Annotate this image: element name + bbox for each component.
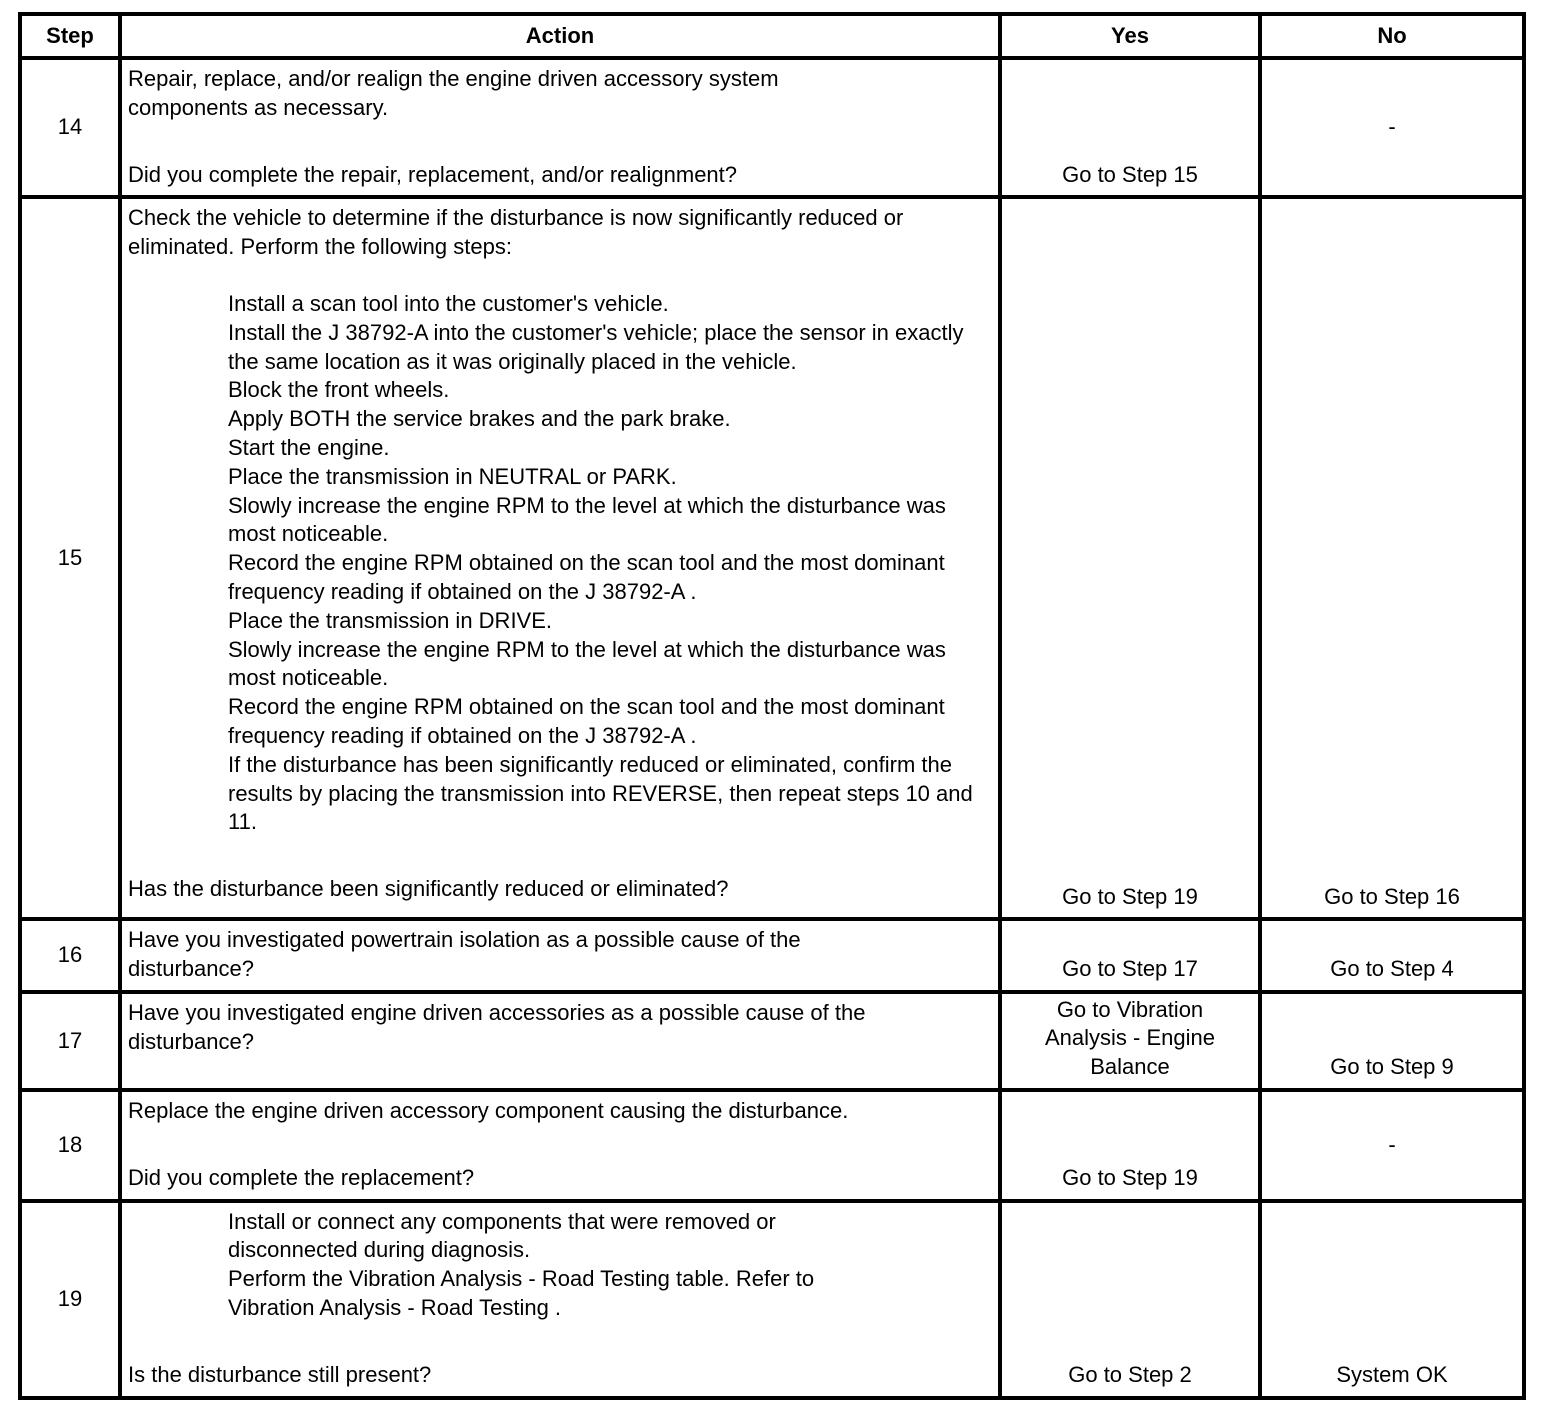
procedure-list bbox=[128, 290, 992, 837]
header-no: No bbox=[1260, 14, 1524, 58]
table-row bbox=[20, 1201, 1524, 1398]
header-yes: Yes bbox=[1000, 14, 1260, 58]
step-number: 14 bbox=[20, 58, 120, 197]
list-item: Slowly increase the engine RPM to the level at which the disturbance was most noticeable. bbox=[228, 636, 946, 691]
list-item: Start the engine. bbox=[228, 434, 390, 460]
step-number: 18 bbox=[20, 1090, 120, 1201]
no-cell: Go to Step 9 bbox=[1260, 992, 1524, 1090]
list-item: Apply BOTH the service brakes and the park brake. bbox=[228, 406, 731, 432]
list-item: Place the transmission in DRIVE. bbox=[228, 607, 553, 633]
header-step: Step bbox=[20, 14, 120, 58]
no-cell: - bbox=[1260, 1090, 1524, 1201]
header-row bbox=[20, 14, 1524, 58]
action-cell bbox=[120, 1201, 1000, 1398]
yes-cell: Go to Vibration Analysis - Engine Balance bbox=[1000, 992, 1260, 1090]
yes-cell: Go to Step 2 bbox=[1000, 1201, 1260, 1398]
yes-cell: Go to Step 15 bbox=[1000, 58, 1260, 197]
table-row bbox=[20, 992, 1524, 1090]
list-item: If the disturbance has been significantly reduced or eliminated, confirm the results by placing the transmission into REVERSE, then repeat steps 10 and 11. bbox=[228, 751, 973, 835]
action-text: Replace the engine driven accessory component causing the disturbance. bbox=[128, 1097, 849, 1123]
action-cell bbox=[120, 58, 1000, 197]
no-cell: - bbox=[1260, 58, 1524, 197]
procedure-list bbox=[128, 1208, 992, 1323]
step-number: 17 bbox=[20, 992, 120, 1090]
action-text: Have you investigated engine driven accessories as a possible cause of the disturbance? bbox=[128, 999, 866, 1054]
list-item: Place the transmission in NEUTRAL or PARK. bbox=[228, 463, 677, 489]
no-cell: Go to Step 4 bbox=[1260, 919, 1524, 992]
table-row bbox=[20, 58, 1524, 197]
list-item: Install a scan tool into the customer's vehicle. bbox=[228, 290, 669, 316]
list-item: Record the engine RPM obtained on the scan tool and the most dominant frequency reading if obtained on the J 38792-A . bbox=[228, 550, 945, 604]
table-row bbox=[20, 919, 1524, 992]
list-item: Slowly increase the engine RPM to the level at which the disturbance was most noticeable. bbox=[228, 492, 946, 547]
step-number: 16 bbox=[20, 919, 120, 992]
header-action: Action bbox=[120, 14, 1000, 58]
action-question: Has the disturbance been significantly reduced or eliminated? bbox=[128, 876, 729, 902]
no-cell: System OK bbox=[1260, 1201, 1524, 1398]
table-row bbox=[20, 197, 1524, 919]
list-item: Install or connect any components that were removed or disconnected during diagnosis. bbox=[228, 1208, 776, 1263]
yes-cell: Go to Step 17 bbox=[1000, 919, 1260, 992]
yes-cell: Go to Step 19 bbox=[1000, 1090, 1260, 1201]
list-item: Record the engine RPM obtained on the scan tool and the most dominant frequency reading if obtained on the J 38792-A . bbox=[228, 694, 945, 748]
action-cell bbox=[120, 197, 1000, 919]
action-cell bbox=[120, 919, 1000, 992]
action-text: Have you investigated powertrain isolation as a possible cause of the disturbance? bbox=[128, 927, 801, 982]
action-cell bbox=[120, 992, 1000, 1090]
yes-cell: Go to Step 19 bbox=[1000, 197, 1260, 919]
action-question: Did you complete the replacement? bbox=[128, 1164, 475, 1190]
action-cell bbox=[120, 1090, 1000, 1201]
list-item: Install the J 38792-A into the customer's vehicle; place the sensor in exactly the same location as it was originally placed in the vehicle. bbox=[228, 319, 964, 374]
table-row bbox=[20, 1090, 1524, 1201]
list-item: Block the front wheels. bbox=[228, 377, 450, 403]
action-text: Check the vehicle to determine if the disturbance is now significantly reduced or eliminated. Perform the following steps: bbox=[128, 205, 904, 260]
action-question: Is the disturbance still present? bbox=[128, 1361, 432, 1387]
list-item: Perform the Vibration Analysis - Road Testing table. Refer to Vibration Analysis - Road Testing . bbox=[228, 1266, 815, 1320]
action-question: Did you complete the repair, replacement, and/or realignment? bbox=[128, 161, 738, 187]
step-number: 19 bbox=[20, 1201, 120, 1398]
step-number: 15 bbox=[20, 197, 120, 919]
diagnostic-table bbox=[18, 12, 1526, 1400]
action-text: Repair, replace, and/or realign the engine driven accessory system components as necessary. bbox=[128, 66, 779, 120]
no-cell: Go to Step 16 bbox=[1260, 197, 1524, 919]
